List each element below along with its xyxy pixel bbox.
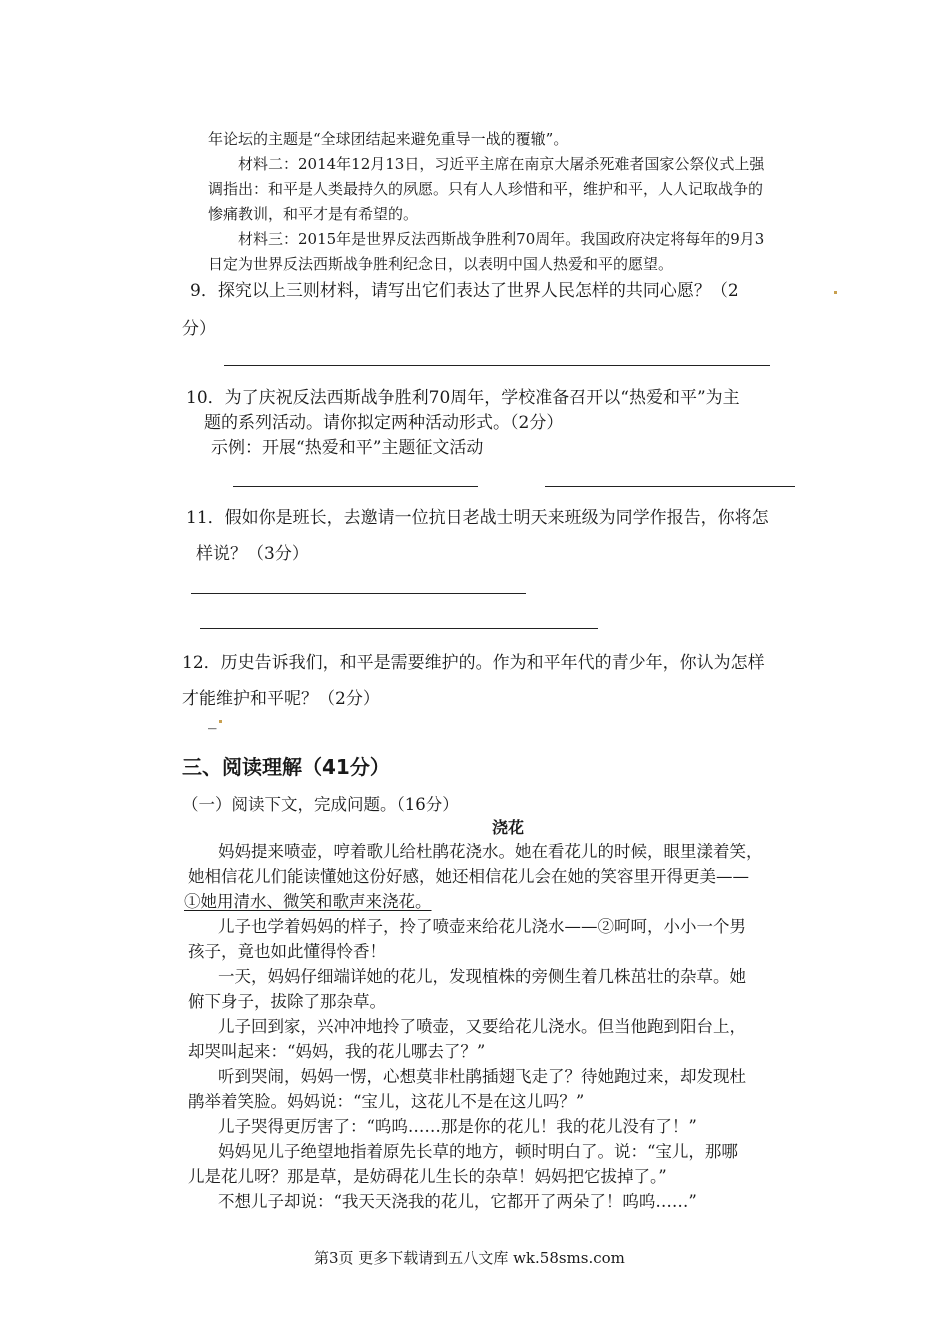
material-2-line-3: 惨痛教训，和平才是有希望的。: [208, 205, 419, 223]
stray-mark-2: [219, 720, 222, 723]
question-11-text: 11．假如你是班长，去邀请一位抗日老战士明天来班级为同学作报告，你将怎: [186, 508, 769, 528]
story-p5-l1: 听到哭闹，妈妈一愣，心想莫非杜鹃插翅飞走了？待她跑过来，却发现杜: [218, 1067, 746, 1086]
material-1-tail: 年论坛的主题是“全球团结起来避免重导一战的覆辙”。: [208, 130, 569, 148]
question-11-answer-line-2[interactable]: [200, 628, 598, 629]
story-p3-l1: 一天，妈妈仔细端详她的花儿，发现植株的旁侧生着几株茁壮的杂草。她: [218, 967, 746, 986]
story-p2-l1: 儿子也学着妈妈的样子，拎了喷壶来给花儿浇水——②呵呵，小小一个男: [218, 917, 746, 936]
question-12-answer-blank[interactable]: _: [208, 710, 217, 730]
question-9-points: 分）: [182, 319, 216, 339]
material-3-line-2: 日定为世界反法西斯战争胜利纪念日，以表明中国人热爱和平的愿望。: [208, 255, 674, 273]
story-p2-l2: 孩子，竟也如此懂得怜香！: [188, 942, 386, 961]
story-p4-l1: 儿子回到家，兴冲冲地拎了喷壶，又要给花儿浇水。但当他跑到阳台上，: [218, 1017, 746, 1036]
page-footer: 第3页 更多下载请到五八文库 wk.58sms.com: [314, 1249, 625, 1267]
material-2-line-1: 材料二：2014年12月13日，习近平主席在南京大屠杀死难者国家公祭仪式上强: [238, 155, 765, 173]
story-p1-l3-underlined: ①她用清水、微笑和歌声来浇花。: [184, 892, 432, 911]
question-11-points: 样说？（3分）: [196, 544, 309, 564]
story-p1-l2: 她相信花儿们能读懂她这份好感，她还相信花儿会在她的笑容里开得更美——: [188, 867, 749, 886]
story-p7-l2: 儿是花儿呀？那是草，是妨碍花儿生长的杂草！妈妈把它拔掉了。”: [188, 1167, 667, 1186]
material-2-line-2: 调指出：和平是人类最持久的夙愿。只有人人珍惜和平，维护和平，人人记取战争的: [208, 180, 764, 198]
story-p3-l2: 俯下身子，拔除了那杂草。: [188, 992, 386, 1011]
story-p4-l2: 却哭叫起来：“妈妈，我的花儿哪去了？”: [188, 1042, 486, 1061]
question-11-answer-line-1[interactable]: [191, 593, 526, 594]
story-p8-l1: 不想儿子却说：“我天天浇我的花儿，它都开了两朵了！呜呜……”: [218, 1192, 697, 1211]
story-p1-l1: 妈妈提来喷壶，哼着歌儿给杜鹃花浇水。她在看花儿的时候，眼里漾着笑，: [218, 842, 763, 861]
material-3-line-1: 材料三：2015年是世界反法西斯战争胜利70周年。我国政府决定将每年的9月3: [238, 230, 765, 248]
question-10-text-2: 题的系列活动。请你拟定两种活动形式。（2分）: [204, 413, 564, 433]
story-p6-l1: 儿子哭得更厉害了：“呜呜……那是你的花儿！我的花儿没有了！”: [218, 1117, 697, 1136]
question-12-text: 12．历史告诉我们，和平是需要维护的。作为和平年代的青少年，你认为怎样: [182, 653, 765, 673]
passage-title: 浇花: [492, 818, 525, 837]
question-9-answer-line[interactable]: [224, 365, 770, 366]
question-9-text: 9．探究以上三则材料，请写出它们表达了世界人民怎样的共同心愿？（2: [190, 281, 739, 301]
story-p7-l1: 妈妈见儿子绝望地指着原先长草的地方，顿时明白了。说：“宝儿，那哪: [218, 1142, 738, 1161]
question-10-example: 示例：开展“热爱和平”主题征文活动: [211, 438, 484, 458]
question-10-answer-line-2[interactable]: [545, 486, 795, 487]
stray-mark: [834, 291, 837, 294]
section-heading: 三、阅读理解（41分）: [182, 755, 390, 779]
question-12-points: 才能维护和平呢？（2分）: [182, 689, 380, 709]
story-p5-l2: 鹃举着笑脸。妈妈说：“宝儿，这花儿不是在这儿吗？”: [188, 1092, 585, 1111]
question-10-answer-line-1[interactable]: [233, 486, 478, 487]
section-subheading: （一）阅读下文，完成问题。（16分）: [182, 795, 459, 814]
question-10-text: 10．为了庆祝反法西斯战争胜利70周年，学校准备召开以“热爱和平”为主: [186, 388, 740, 408]
